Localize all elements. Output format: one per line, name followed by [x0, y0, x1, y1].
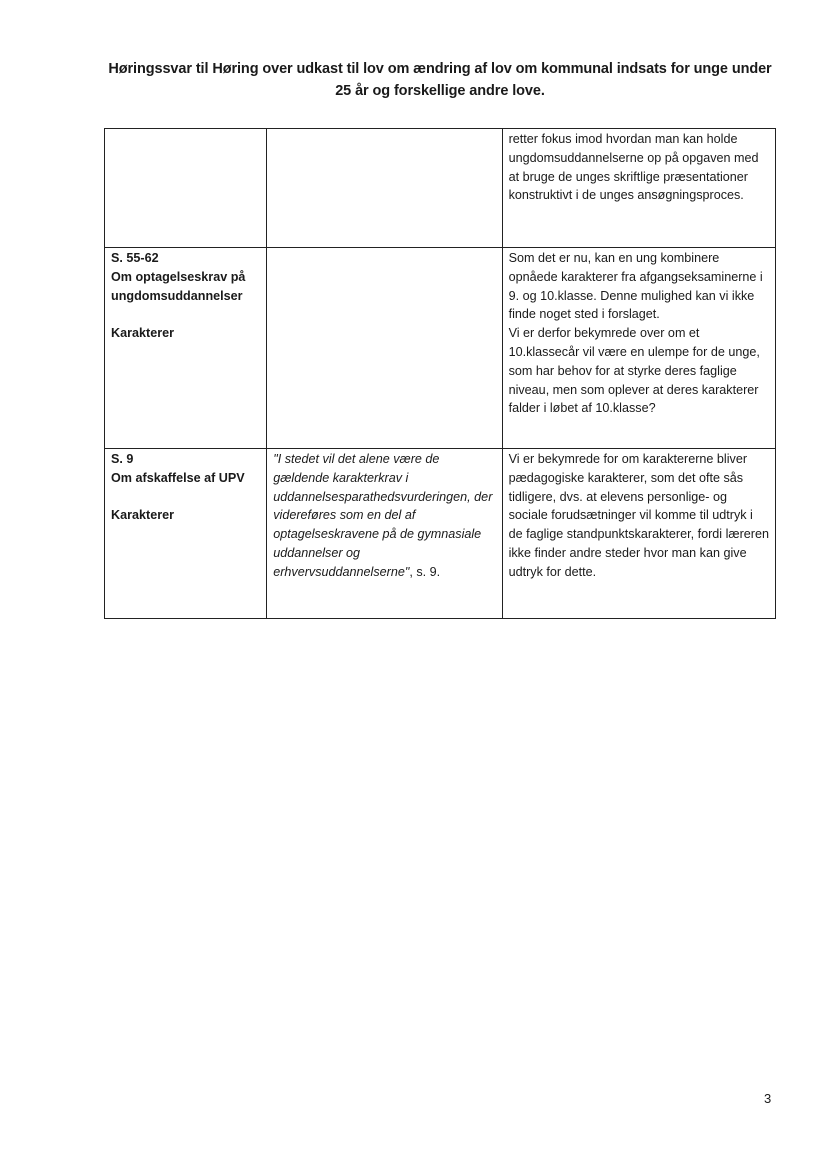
page-title [95, 58, 785, 102]
section-page-ref: S. 9 [111, 452, 134, 466]
section-reference-cell [105, 449, 267, 619]
table-row [105, 449, 776, 619]
hearing-response-table [104, 128, 776, 619]
table-row [105, 129, 776, 248]
quote-cell [267, 129, 502, 248]
table-row [105, 248, 776, 449]
comment-paragraph-2: Vi er derfor bekymrede over om et 10.klasseсår vil være en ulempe for de unge, som har behov for at styrke deres faglige niveau, men som oplever at deres karakterer falder i løbet af 10.klasse? [508, 326, 760, 416]
comment-cell [502, 129, 775, 248]
comment-cell [502, 449, 775, 619]
quote-text: "I stedet vil det alene være de gældende karakterkrav i uddannelsesparathedsvurderingen, der videreføres som en del af optagelseskravene på de gymnasiale uddannelser og erhvervsuddannelserne" [273, 452, 493, 579]
page-title-line-2: 25 år og forskellige andre love. [335, 83, 545, 99]
comment-text: retter fokus imod hvordan man kan holde ungdomsuddannelserne op på opgaven med at bruge de unges skriftlige præsentationer konstruktivt i de unges ansøgningsproces. [508, 132, 759, 203]
comment-paragraph-1: Som det er nu, kan en ung kombinere opnåede karakterer fra afgangseksaminerne i 9. og 10.klasse. Denne mulighed kan vi ikke finde noget sted i forslaget. [508, 251, 763, 322]
page-number: 3 [764, 1091, 772, 1106]
section-reference-cell [105, 248, 267, 449]
section-page-ref: S. 55-62 [111, 251, 159, 265]
section-subject: Om afskaffelse af UPV [111, 470, 245, 485]
quote-cell [267, 449, 502, 619]
section-topic: Karakterer [111, 508, 175, 523]
quote-cell [267, 248, 502, 449]
page-title-line-1: Høringssvar til Høring over udkast til lov om ændring af lov om kommunal indsats for unge under [108, 61, 772, 77]
comment-text: Vi er bekymrede for om karaktererne bliver pædagogiske karakterer, som det ofte sås tidligere, dvs. at elevens personlige- og sociale forudsætninger vil komme til udtryk i de faglige standpunktskarakterer, fordi læreren ikke finder andre steder hvor man kan give udtryk for dette. [508, 452, 769, 579]
section-subject: Om optagelseskrav på ungdomsuddannelser [111, 269, 246, 303]
quote-reference: , s. 9. [409, 564, 441, 579]
comment-cell [502, 248, 775, 449]
section-reference-cell [105, 129, 267, 248]
section-topic: Karakterer [111, 326, 175, 341]
